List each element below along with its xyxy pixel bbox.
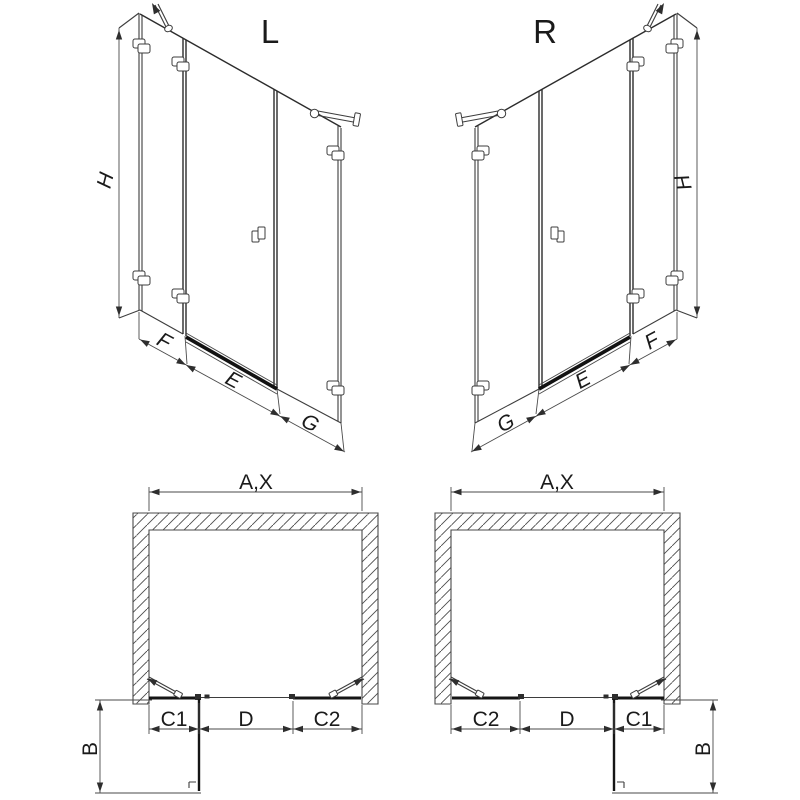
plan-view-right: [435, 471, 718, 793]
segment-d-label-left: D: [238, 708, 254, 731]
segment-g-label-right: G: [493, 409, 519, 438]
segment-e-label-left: E: [221, 366, 245, 394]
depth-b-label-left: B: [79, 741, 102, 757]
segment-c1-label-left: C1: [160, 708, 188, 731]
segment-f-label-right: F: [640, 328, 664, 355]
perspective-view-right: [455, 1, 700, 454]
segment-e-label-right: E: [571, 366, 595, 394]
perspective-view-left: [93, 1, 361, 454]
segment-c2-label-right: C2: [472, 708, 500, 731]
segment-g-label-left: G: [297, 409, 323, 438]
height-dim-label-right: H: [670, 172, 697, 193]
segment-c2-label-left: C2: [313, 708, 341, 731]
segment-d-label-right: D: [559, 708, 575, 731]
segment-f-label-left: F: [152, 328, 176, 355]
wall-hatch-left-plan: [133, 513, 378, 704]
plan-view-left: [79, 471, 378, 793]
height-dim-label-left: H: [92, 170, 119, 191]
segment-c1-label-right: C1: [625, 708, 653, 731]
depth-b-label-right: B: [692, 741, 715, 757]
total-width-label-left: A,X: [239, 471, 273, 494]
wall-hatch-right-plan: [435, 513, 680, 704]
variant-label-right: R: [533, 13, 557, 50]
enclosure-drawing-left: [116, 1, 361, 454]
total-width-label-right: A,X: [540, 471, 574, 494]
variant-label-left: L: [260, 13, 280, 50]
